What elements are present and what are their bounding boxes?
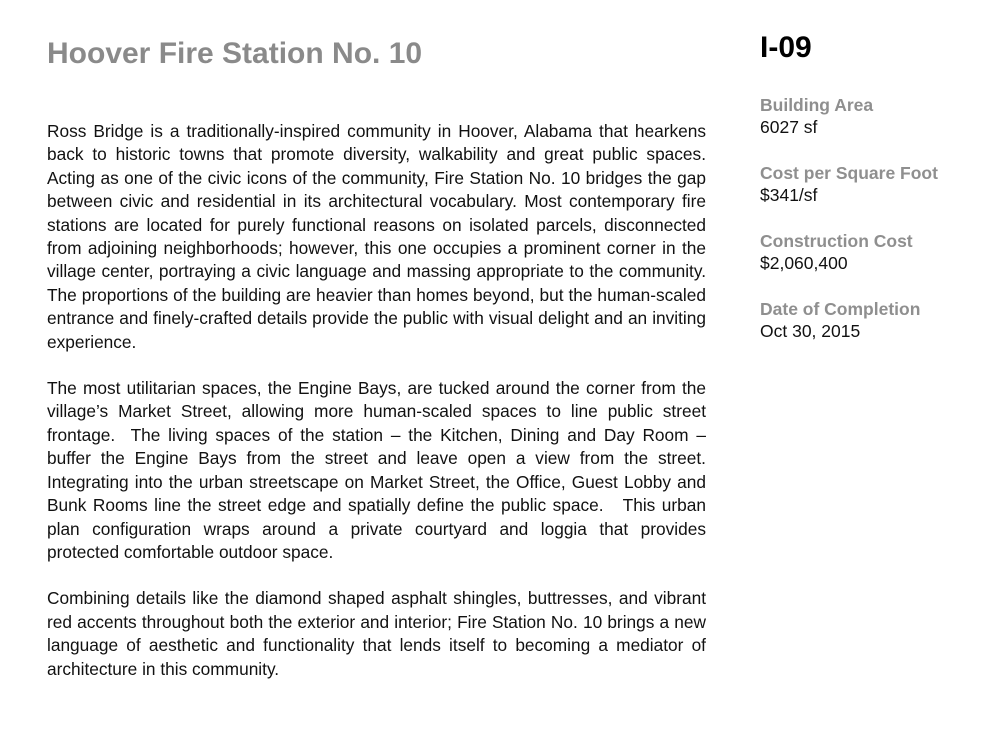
fact-cost-per-square-foot bbox=[760, 162, 990, 206]
fact-construction-cost bbox=[760, 230, 990, 274]
fact-label: Date of Completion bbox=[760, 299, 921, 319]
fact-value: 6027 sf bbox=[760, 117, 818, 137]
fact-label: Construction Cost bbox=[760, 231, 913, 251]
project-facts bbox=[760, 94, 990, 366]
fact-label: Cost per Square Foot bbox=[760, 163, 938, 183]
description-paragraph: Ross Bridge is a traditionally-inspired community in Hoover, Alabama that hearkens back to historic towns that promote diversity, walkability and great public spaces. Acting as one of the civic icons of the community, Fire Station No. 10 bridges the gap between civic and residential in its architectural vocabulary. Most contemporary fire stations are located for purely functional reasons on isolated parcels, disconnected from adjoining neighborhoods; however, this one occupies a prominent corner in the village center, portraying a civic language and massing appropriate to the community. The proportions of the building are heavier than homes beyond, but the human-scaled entrance and finely-crafted details provide the public with visual delight and an inviting experience. bbox=[47, 121, 721, 352]
fact-value: $341/sf bbox=[760, 185, 818, 205]
project-code: I-09 bbox=[760, 31, 812, 64]
description-paragraph: Combining details like the diamond shaped asphalt shingles, buttresses, and vibrant red accents throughout both the exterior and interior; Fire Station No. 10 brings a new language of aesthetic and functionality that lends itself to becoming a mediator of architecture in this community. bbox=[47, 588, 711, 679]
fact-label: Building Area bbox=[760, 95, 874, 115]
fact-building-area bbox=[760, 94, 990, 138]
fact-value: Oct 30, 2015 bbox=[760, 321, 861, 341]
description-paragraph: The most utilitarian spaces, the Engine Bays, are tucked around the corner from the village’s Market Street, allowing more human-scaled spaces to line public street frontage. The living spaces of the station – the Kitchen, Dining and Day Room – buffer the Engine Bays from the street and leave open a view from the street. Integrating into the urban streetscape on Market Street, the Office, Guest Lobby and Bunk Rooms line the street edge and spatially define the public space. This urban plan configuration wraps around a private courtyard and loggia that provides protected comfortable outdoor space. bbox=[47, 378, 711, 562]
page-title: Hoover Fire Station No. 10 bbox=[47, 37, 423, 70]
fact-value: $2,060,400 bbox=[760, 253, 848, 273]
project-description bbox=[47, 120, 721, 704]
fact-date-of-completion bbox=[760, 298, 990, 342]
